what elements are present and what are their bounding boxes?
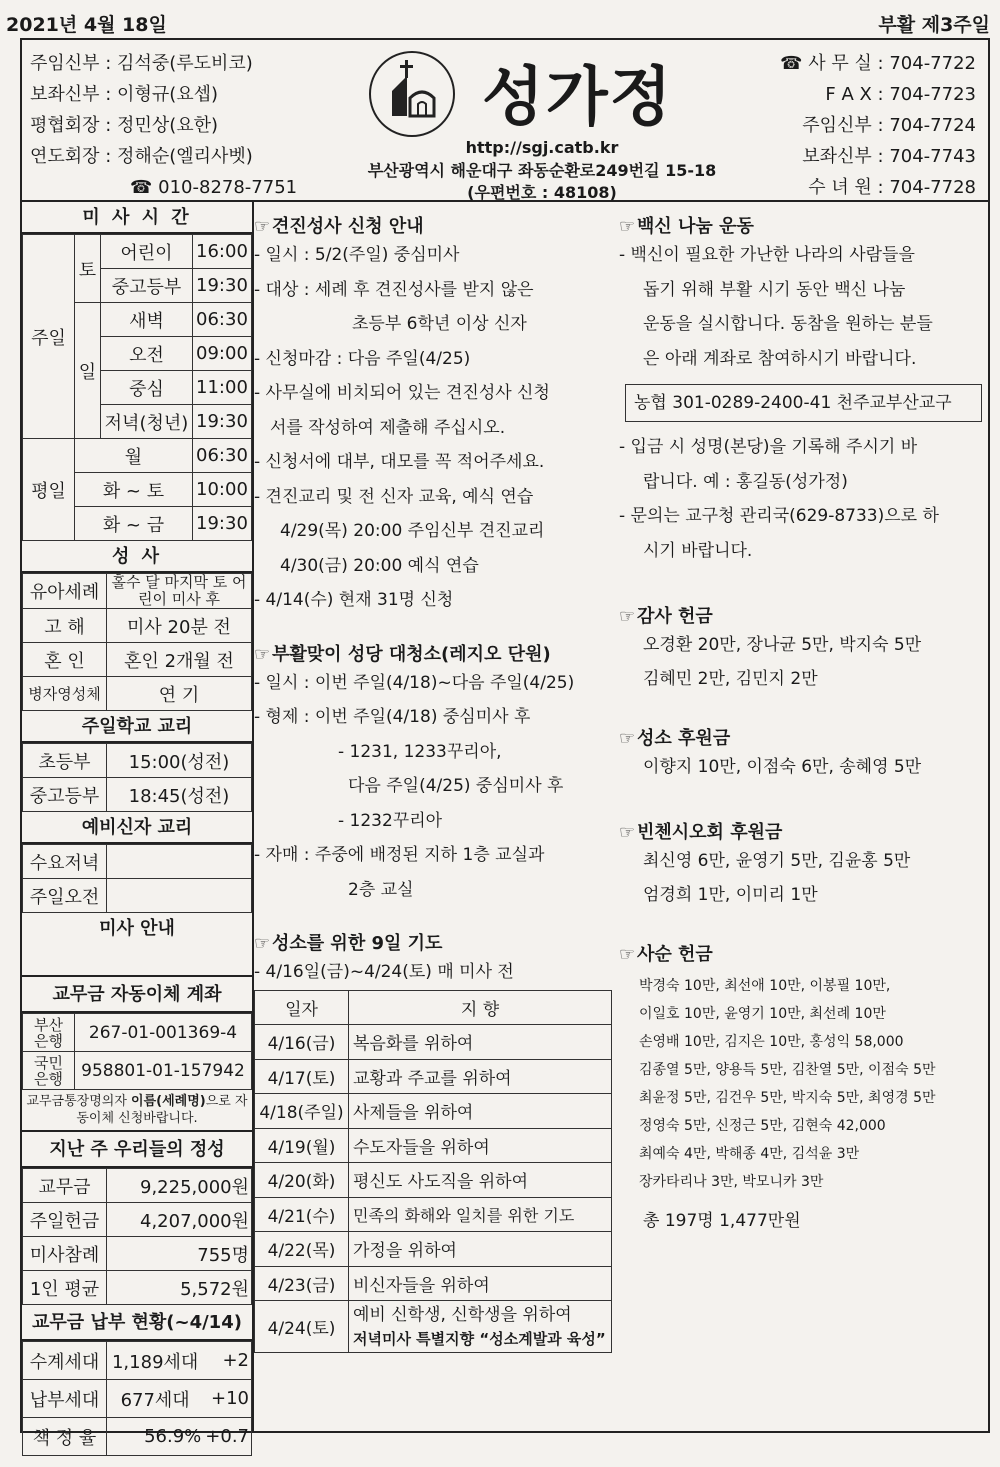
staff-line: 주임신부 : 김석중(루도비코) xyxy=(30,53,253,74)
mass-guide-body xyxy=(22,947,252,977)
section-heading: 성소 후원금 xyxy=(637,728,731,749)
body-line: - 자매 : 주중에 배정된 지하 1층 교실과 xyxy=(254,845,545,865)
body-line: - 신청마감 : 다음 주일(4/25) xyxy=(254,348,471,369)
donor-line: 이향지 10만, 이점숙 6만, 송혜영 5만 xyxy=(643,757,922,777)
novena-day: 4/16(금) xyxy=(255,1025,349,1060)
sacraments-table xyxy=(22,573,252,711)
donor-line: 최윤정 5만, 김건우 5만, 박지숙 5만, 최영경 5만 xyxy=(639,1090,936,1106)
section-heading: 백신 나눔 운동 xyxy=(637,216,754,237)
novena-day: 4/20(화) xyxy=(255,1163,349,1198)
dues-delta: +0.7 xyxy=(203,1418,251,1456)
body-line: 운동을 실시합니다. 동참을 원하는 분들 xyxy=(643,314,933,334)
body-line: - 대상 : 세례 후 견진성사를 받지 않은 xyxy=(254,279,534,300)
body-line: 서를 작성하여 제출해 주십시오. xyxy=(270,417,506,438)
mass-name: 저녁(청년) xyxy=(101,405,193,439)
staff-list xyxy=(30,48,297,203)
mass-time: 19:30 xyxy=(192,269,251,303)
sun-label: 일 xyxy=(75,303,101,439)
contact-line: 보좌신부 : 704-7743 xyxy=(802,146,976,167)
class-time: 18:45(성전) xyxy=(107,778,252,812)
dues-delta: +10 xyxy=(203,1380,251,1418)
dues-delta: +2 xyxy=(203,1342,251,1380)
bulletin-header xyxy=(22,40,988,202)
body-line: 랍니다. 예 : 홍길동(성가정) xyxy=(643,471,848,492)
body-line: - 신청서에 대부, 대모를 꼭 적어주세요. xyxy=(254,452,545,472)
body-line: - 형제 : 이번 주일(4/18) 중심미사 후 xyxy=(254,707,531,727)
body-line: 2층 교실 xyxy=(348,879,414,900)
sunday-school-title: 주일학교 교리 xyxy=(22,711,252,743)
sacrament-name: 유아세례 xyxy=(23,574,107,609)
mass-time: 06:30 xyxy=(192,303,251,337)
confirmation-section-title xyxy=(254,212,619,238)
mass-name: 월 xyxy=(75,439,193,473)
offering-name: 미사참례 xyxy=(23,1237,107,1271)
mass-name: 화 ~ 금 xyxy=(75,507,193,541)
weekday-label: 평일 xyxy=(23,439,75,541)
note-bold: 이름(세례명) xyxy=(131,1094,206,1109)
catechumen-title: 예비신자 교리 xyxy=(22,812,252,844)
body-line: - 1232꾸리아 xyxy=(338,810,443,831)
dues-value: 56.9% xyxy=(107,1418,204,1456)
donor-line: 오경환 20만, 장나균 5만, 박지숙 5만 xyxy=(643,635,922,655)
offering-value: 755명 xyxy=(107,1237,252,1271)
body-line: - 1231, 1233꾸리아, xyxy=(338,741,502,762)
offering-name: 주일헌금 xyxy=(23,1203,107,1237)
account-number: 958801-01-157942 xyxy=(75,1052,252,1090)
lent-offering-section-title xyxy=(619,940,988,966)
donation-account-box: 농협 301-0289-2400-41 천주교부산교구 xyxy=(625,384,982,422)
class-name: 초등부 xyxy=(23,744,107,778)
staff-line: 평협회장 : 정민상(요한) xyxy=(30,115,219,136)
postcode: (우편번호 : 48108) xyxy=(467,183,617,202)
novena-intent: 교황과 주교를 위하여 xyxy=(349,1059,612,1094)
account-number: 267-01-001369-4 xyxy=(75,1014,252,1052)
contact-line: 주임신부 : 704-7724 xyxy=(802,115,976,136)
mass-time: 19:30 xyxy=(192,405,251,439)
pointing-hand-icon: ☞ xyxy=(619,216,636,237)
dues-value: 1,189세대 xyxy=(107,1342,204,1380)
offering-name: 교무금 xyxy=(23,1169,107,1203)
mass-times-title: 미 사 시 간 xyxy=(22,202,252,234)
pointing-hand-icon: ☞ xyxy=(619,944,636,965)
mass-name: 오전 xyxy=(101,337,193,371)
sat-label: 토 xyxy=(75,235,101,303)
offerings-table xyxy=(22,1168,252,1305)
bulletin-frame xyxy=(20,38,990,1449)
dues-value: 677세대 xyxy=(107,1380,204,1418)
class-time: 15:00(성전) xyxy=(107,744,252,778)
novena-intent xyxy=(349,1301,612,1353)
section-heading: 부활맞이 성당 대청소(레지오 단원) xyxy=(272,643,551,665)
note-text: 으로 자동이체 신청바랍니다. xyxy=(76,1094,248,1126)
note-text: 교무금통장명의자 xyxy=(26,1094,132,1109)
dues-name: 납부세대 xyxy=(23,1380,107,1418)
offering-value: 9,225,000원 xyxy=(107,1169,252,1203)
mass-guide-title: 미사 안내 xyxy=(99,918,175,939)
staff-phone: ☎ 010-8278-7751 xyxy=(130,177,298,198)
dues-name: 수계세대 xyxy=(23,1342,107,1380)
mass-time: 10:00 xyxy=(192,473,251,507)
pointing-hand-icon: ☞ xyxy=(619,822,636,843)
body-line: 4/29(목) 20:00 주임신부 견진교리 xyxy=(280,521,545,541)
class-name: 중고등부 xyxy=(23,778,107,812)
novena-intent: 민족의 화해와 일치를 위한 기도 xyxy=(349,1197,612,1232)
donor-line: 정영숙 5만, 신정근 5만, 김현숙 42,000 xyxy=(639,1118,886,1134)
mass-time: 19:30 xyxy=(192,507,251,541)
parish-address xyxy=(322,160,762,204)
catechumen-slot: 주일오전 xyxy=(23,879,107,913)
donor-line: 박경숙 10만, 최선애 10만, 이봉필 10만, xyxy=(639,978,891,994)
mass-time: 16:00 xyxy=(192,235,251,269)
body-line: - 입금 시 성명(본당)을 기록해 주시기 바 xyxy=(619,437,918,457)
body-line: 다음 주일(4/25) 중심미사 후 xyxy=(348,776,564,796)
novena-intent: 수도자들을 위하여 xyxy=(349,1128,612,1163)
pointing-hand-icon: ☞ xyxy=(619,728,636,749)
auto-transfer-note xyxy=(22,1090,252,1132)
section-heading: 사순 헌금 xyxy=(637,944,713,965)
donor-line: 김혜민 2만, 김민지 2만 xyxy=(643,669,818,689)
parish-url[interactable]: http://sgj.catb.kr xyxy=(465,138,619,157)
address-line: 부산광역시 해운대구 좌동순환로249번길 15-18 xyxy=(367,161,717,180)
top-line xyxy=(0,8,1000,36)
section-heading: 견진성사 신청 안내 xyxy=(272,216,424,237)
offerings-title: 지난 주 우리들의 정성 xyxy=(22,1132,252,1168)
offering-value: 4,207,000원 xyxy=(107,1203,252,1237)
col-header-day: 일자 xyxy=(255,990,349,1025)
novena-day: 4/17(토) xyxy=(255,1059,349,1094)
donor-line: 손영배 10만, 김지은 10만, 홍성익 58,000 xyxy=(639,1034,904,1050)
mass-times-table xyxy=(22,234,252,541)
contact-line: ☎ 사 무 실 : 704-7722 xyxy=(780,53,976,74)
novena-day: 4/23(금) xyxy=(255,1266,349,1301)
pointing-hand-icon: ☞ xyxy=(254,643,271,665)
vocation-section-title xyxy=(619,724,988,750)
sacrament-info: 혼인 2개월 전 xyxy=(107,643,252,677)
sacrament-name: 고 해 xyxy=(23,609,107,643)
body-line: 초등부 6학년 이상 신자 xyxy=(352,314,527,334)
mass-name: 중심 xyxy=(101,371,193,405)
body-line: - 4/16일(금)~4/24(토) 매 미사 전 xyxy=(254,962,514,982)
donor-line: 김종열 5만, 양용득 5만, 김찬열 5만, 이점숙 5만 xyxy=(639,1062,936,1078)
body-line: - 사무실에 비치되어 있는 견진성사 신청 xyxy=(254,383,550,403)
sunday-label: 주일 xyxy=(23,235,75,439)
left-column xyxy=(22,202,254,1449)
novena-intent: 사제들을 위하여 xyxy=(349,1094,612,1129)
catechumen-empty xyxy=(107,879,252,913)
section-heading: 빈첸시오회 후원금 xyxy=(637,822,783,843)
church-logo-icon xyxy=(362,46,462,141)
catechumen-empty xyxy=(107,845,252,879)
offering-value: 5,572원 xyxy=(107,1271,252,1305)
body-line: 은 아래 계좌로 참여하시기 바랍니다. xyxy=(643,348,917,369)
bulletin-title: 성가정 xyxy=(482,61,674,135)
pointing-hand-icon: ☞ xyxy=(619,606,636,627)
lent-offering-total: 총 197명 1,477만원 xyxy=(643,1211,801,1231)
donor-line: 이일호 10만, 윤영기 10만, 최선례 10만 xyxy=(639,1006,886,1022)
mass-name: 화 ~ 토 xyxy=(75,473,193,507)
sacrament-info: 미사 20분 전 xyxy=(107,609,252,643)
intent-special: 저녁미사 특별지향 “성소계발과 육성” xyxy=(353,1329,606,1348)
novena-day: 4/22(목) xyxy=(255,1232,349,1267)
cleaning-section-title xyxy=(254,640,619,666)
sacrament-name: 혼 인 xyxy=(23,643,107,677)
body-line: - 견진교리 및 전 신자 교육, 예식 연습 xyxy=(254,486,534,507)
col-header-intent: 지 향 xyxy=(349,990,612,1025)
sacrament-info: 홀수 달 마지막 토 어린이 미사 후 xyxy=(107,574,252,609)
novena-day: 4/18(주일) xyxy=(255,1094,349,1129)
donor-line: 장카타리나 3만, 박모니카 3만 xyxy=(639,1174,824,1190)
body-line: - 일시 : 5/2(주일) 중심미사 xyxy=(254,245,460,265)
sacraments-title: 성 사 xyxy=(22,541,252,573)
contact-line: 수 녀 원 : 704-7728 xyxy=(808,177,976,198)
staff-line: 연도회장 : 정해순(엘리사벳) xyxy=(30,146,253,167)
dues-name: 책 정 율 xyxy=(23,1418,107,1456)
novena-day: 4/24(토) xyxy=(255,1301,349,1353)
donor-line: 최신영 6만, 윤영기 5만, 김윤홍 5만 xyxy=(643,851,911,871)
body-line: 돕기 위해 부활 시기 동안 백신 나눔 xyxy=(643,279,906,300)
novena-intent: 비신자들을 위하여 xyxy=(349,1266,612,1301)
novena-table xyxy=(254,990,612,1354)
novena-section-title xyxy=(254,929,619,955)
mass-time: 11:00 xyxy=(192,371,251,405)
novena-intent: 평신도 사도직을 위하여 xyxy=(349,1163,612,1198)
novena-intent: 가정을 위하여 xyxy=(349,1232,612,1267)
contact-line: F A X : 704-7723 xyxy=(825,84,976,105)
donor-line: 최예숙 4만, 박해종 4만, 김석윤 3만 xyxy=(639,1146,860,1162)
body-line: 시기 바랍니다. xyxy=(643,540,753,561)
novena-day: 4/21(수) xyxy=(255,1197,349,1232)
contact-list xyxy=(780,48,976,203)
novena-day: 4/19(월) xyxy=(255,1128,349,1163)
bank-name: 부산 은행 xyxy=(23,1014,75,1052)
pointing-hand-icon: ☞ xyxy=(254,933,271,954)
dues-table xyxy=(22,1341,252,1456)
mass-time: 06:30 xyxy=(192,439,251,473)
dues-title: 교무금 납부 현황(~4/14) xyxy=(22,1305,252,1341)
body-line: - 일시 : 이번 주일(4/18)~다음 주일(4/25) xyxy=(254,672,575,693)
bank-name: 국민 은행 xyxy=(23,1052,75,1090)
mass-name: 어린이 xyxy=(101,235,193,269)
pointing-hand-icon: ☞ xyxy=(254,216,271,237)
intent-line: 예비 신학생, 신학생을 위하여 xyxy=(353,1304,572,1325)
body-line: - 4/14(수) 현재 31명 신청 xyxy=(254,590,454,610)
sunday-school-table xyxy=(22,743,252,812)
novena-intent: 복음화를 위하여 xyxy=(349,1025,612,1060)
offering-name: 1인 평균 xyxy=(23,1271,107,1305)
mass-name: 중고등부 xyxy=(101,269,193,303)
issue-date: 2021년 4월 18일 xyxy=(6,14,167,36)
sacrament-name: 병자영성체 xyxy=(23,677,107,711)
mass-name: 새벽 xyxy=(101,303,193,337)
thanks-section-title xyxy=(619,602,988,628)
body-line: 4/30(금) 20:00 예식 연습 xyxy=(280,555,479,576)
body-line: - 백신이 필요한 가난한 나라의 사람들을 xyxy=(619,245,915,265)
auto-transfer-table xyxy=(22,1013,252,1090)
catechumen-table xyxy=(22,844,252,913)
catechumen-slot: 수요저녁 xyxy=(23,845,107,879)
section-heading: 감사 헌금 xyxy=(637,606,713,627)
right-column xyxy=(619,202,988,1433)
section-heading: 성소를 위한 9일 기도 xyxy=(272,933,443,954)
vaccine-section-title xyxy=(619,212,988,238)
liturgical-week: 부활 제3주일 xyxy=(878,14,990,36)
body-line: - 문의는 교구청 관리국(629-8733)으로 하 xyxy=(619,506,939,526)
staff-line: 보좌신부 : 이형규(요셉) xyxy=(30,84,219,105)
church-logo xyxy=(362,46,462,141)
vincent-section-title xyxy=(619,818,988,844)
mass-time: 09:00 xyxy=(192,337,251,371)
donor-line: 엄경희 1만, 이미리 1만 xyxy=(643,885,818,905)
auto-transfer-title: 교무금 자동이체 계좌 xyxy=(22,977,252,1013)
sacrament-info: 연 기 xyxy=(107,677,252,711)
middle-column xyxy=(254,202,619,1433)
